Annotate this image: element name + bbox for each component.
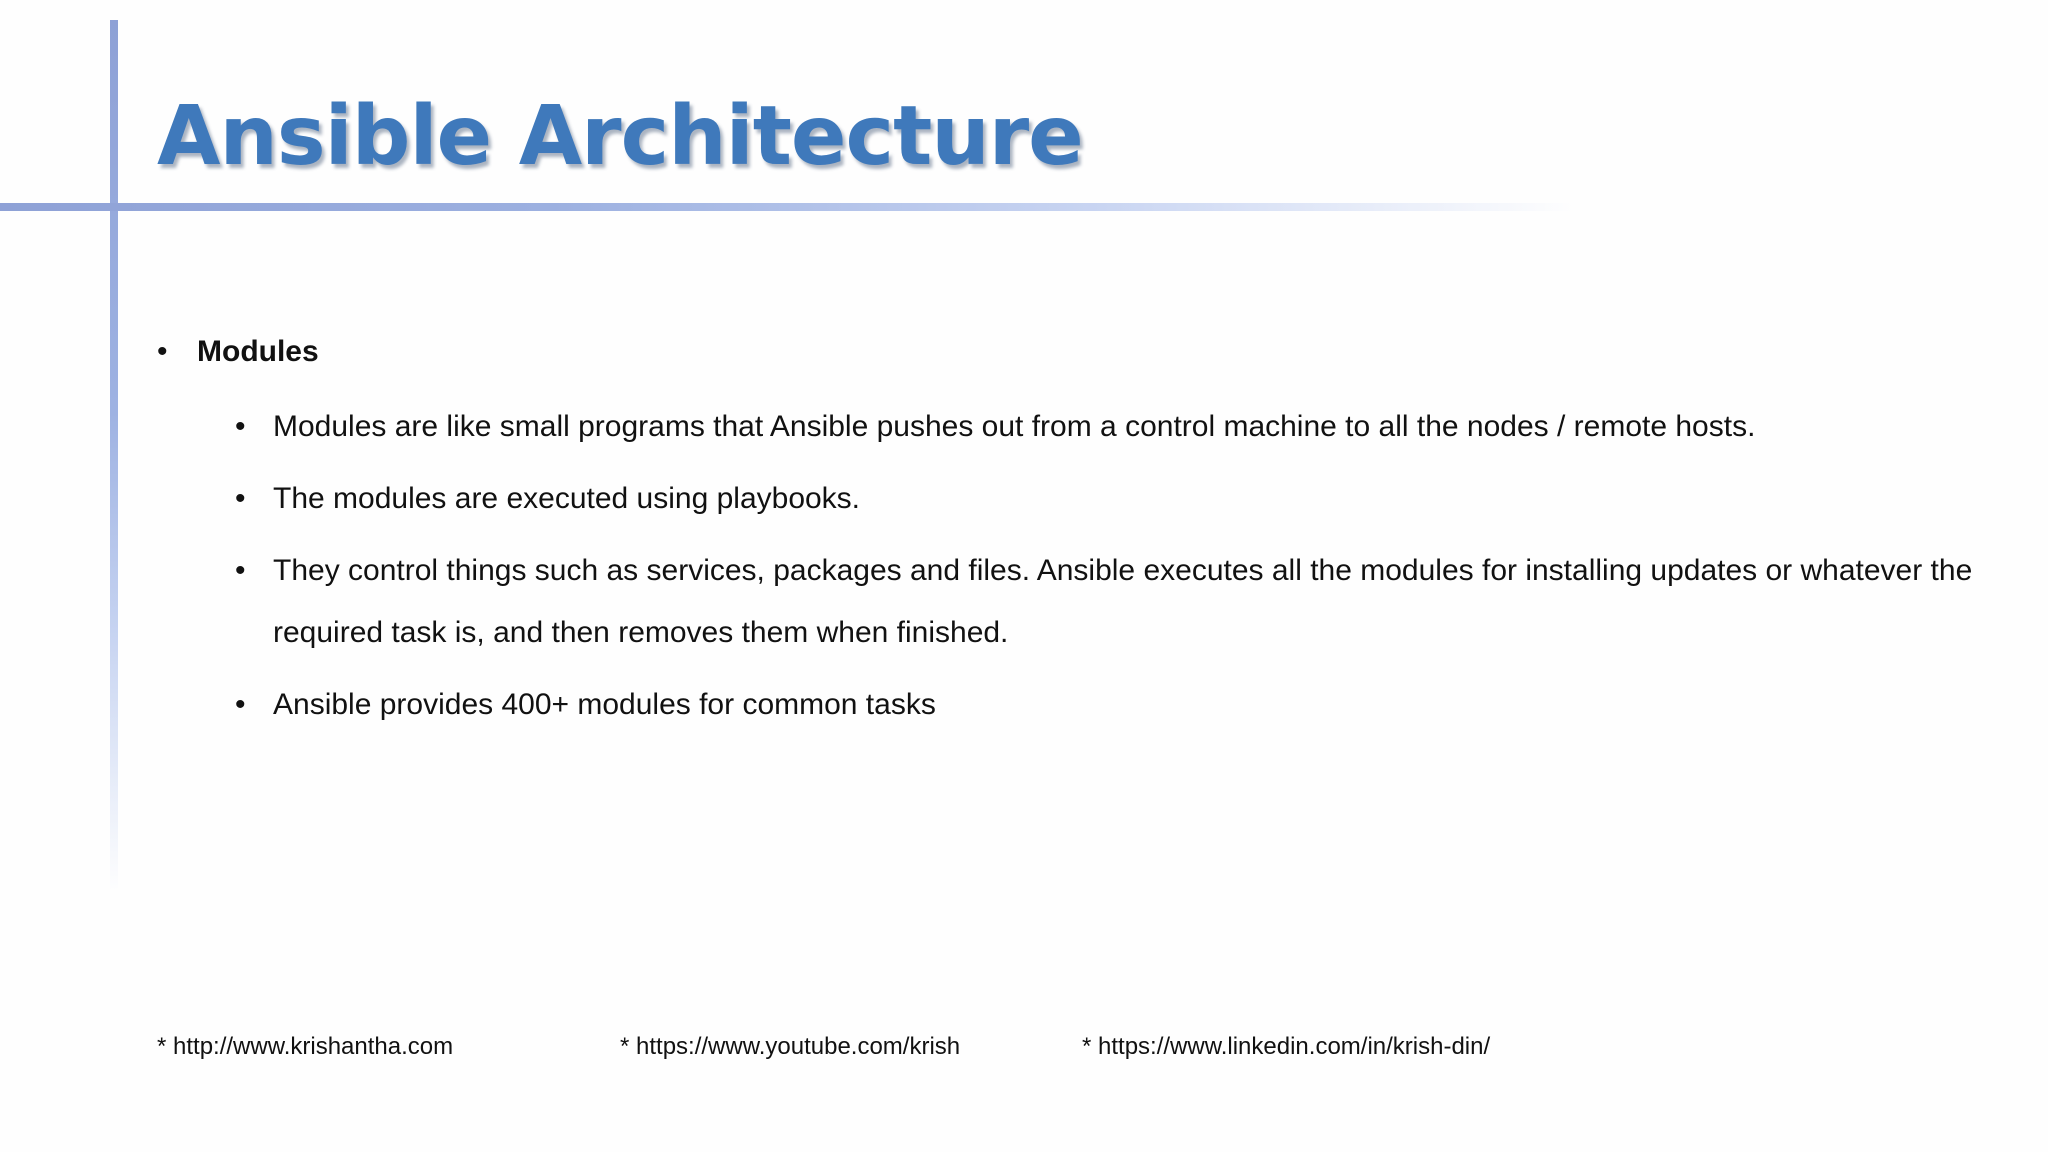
- list-item-text: Modules are like small programs that Ansible pushes out from a control machine to all the nodes / remote hosts.: [273, 410, 1756, 443]
- footer-link-youtube[interactable]: * https://www.youtube.com/krish: [620, 1033, 961, 1060]
- footer-link-linkedin[interactable]: * https://www.linkedin.com/in/krish-din/: [1082, 1033, 1491, 1060]
- list-item: [235, 468, 1973, 530]
- list-item-text: They control things such as services, packages and files. Ansible executes all the modules for installing updates or whatever the required task is, and then removes them when finished.: [273, 554, 1973, 649]
- bullet-modules-heading: [157, 332, 1957, 372]
- horizontal-accent-line: [0, 203, 1575, 211]
- list-item: [235, 396, 1973, 458]
- list-item-text: Ansible provides 400+ modules for common tasks: [273, 688, 936, 721]
- slide-title: Ansible Architecture: [157, 89, 1083, 184]
- bullet-icon: •: [235, 554, 246, 587]
- bullet-icon: •: [235, 410, 246, 443]
- list-item: [235, 674, 1973, 736]
- footer-link-website[interactable]: * http://www.krishantha.com: [157, 1033, 454, 1060]
- bullet-icon: •: [157, 335, 168, 368]
- list-item: [235, 540, 1973, 664]
- list-item-text: The modules are executed using playbooks.: [273, 482, 861, 515]
- slide-content: [157, 332, 1973, 736]
- section-heading: Modules: [197, 335, 319, 368]
- module-bullet-list: [157, 396, 1973, 736]
- bullet-icon: •: [235, 688, 246, 721]
- vertical-accent-line: [110, 20, 118, 892]
- bullet-icon: •: [235, 482, 246, 515]
